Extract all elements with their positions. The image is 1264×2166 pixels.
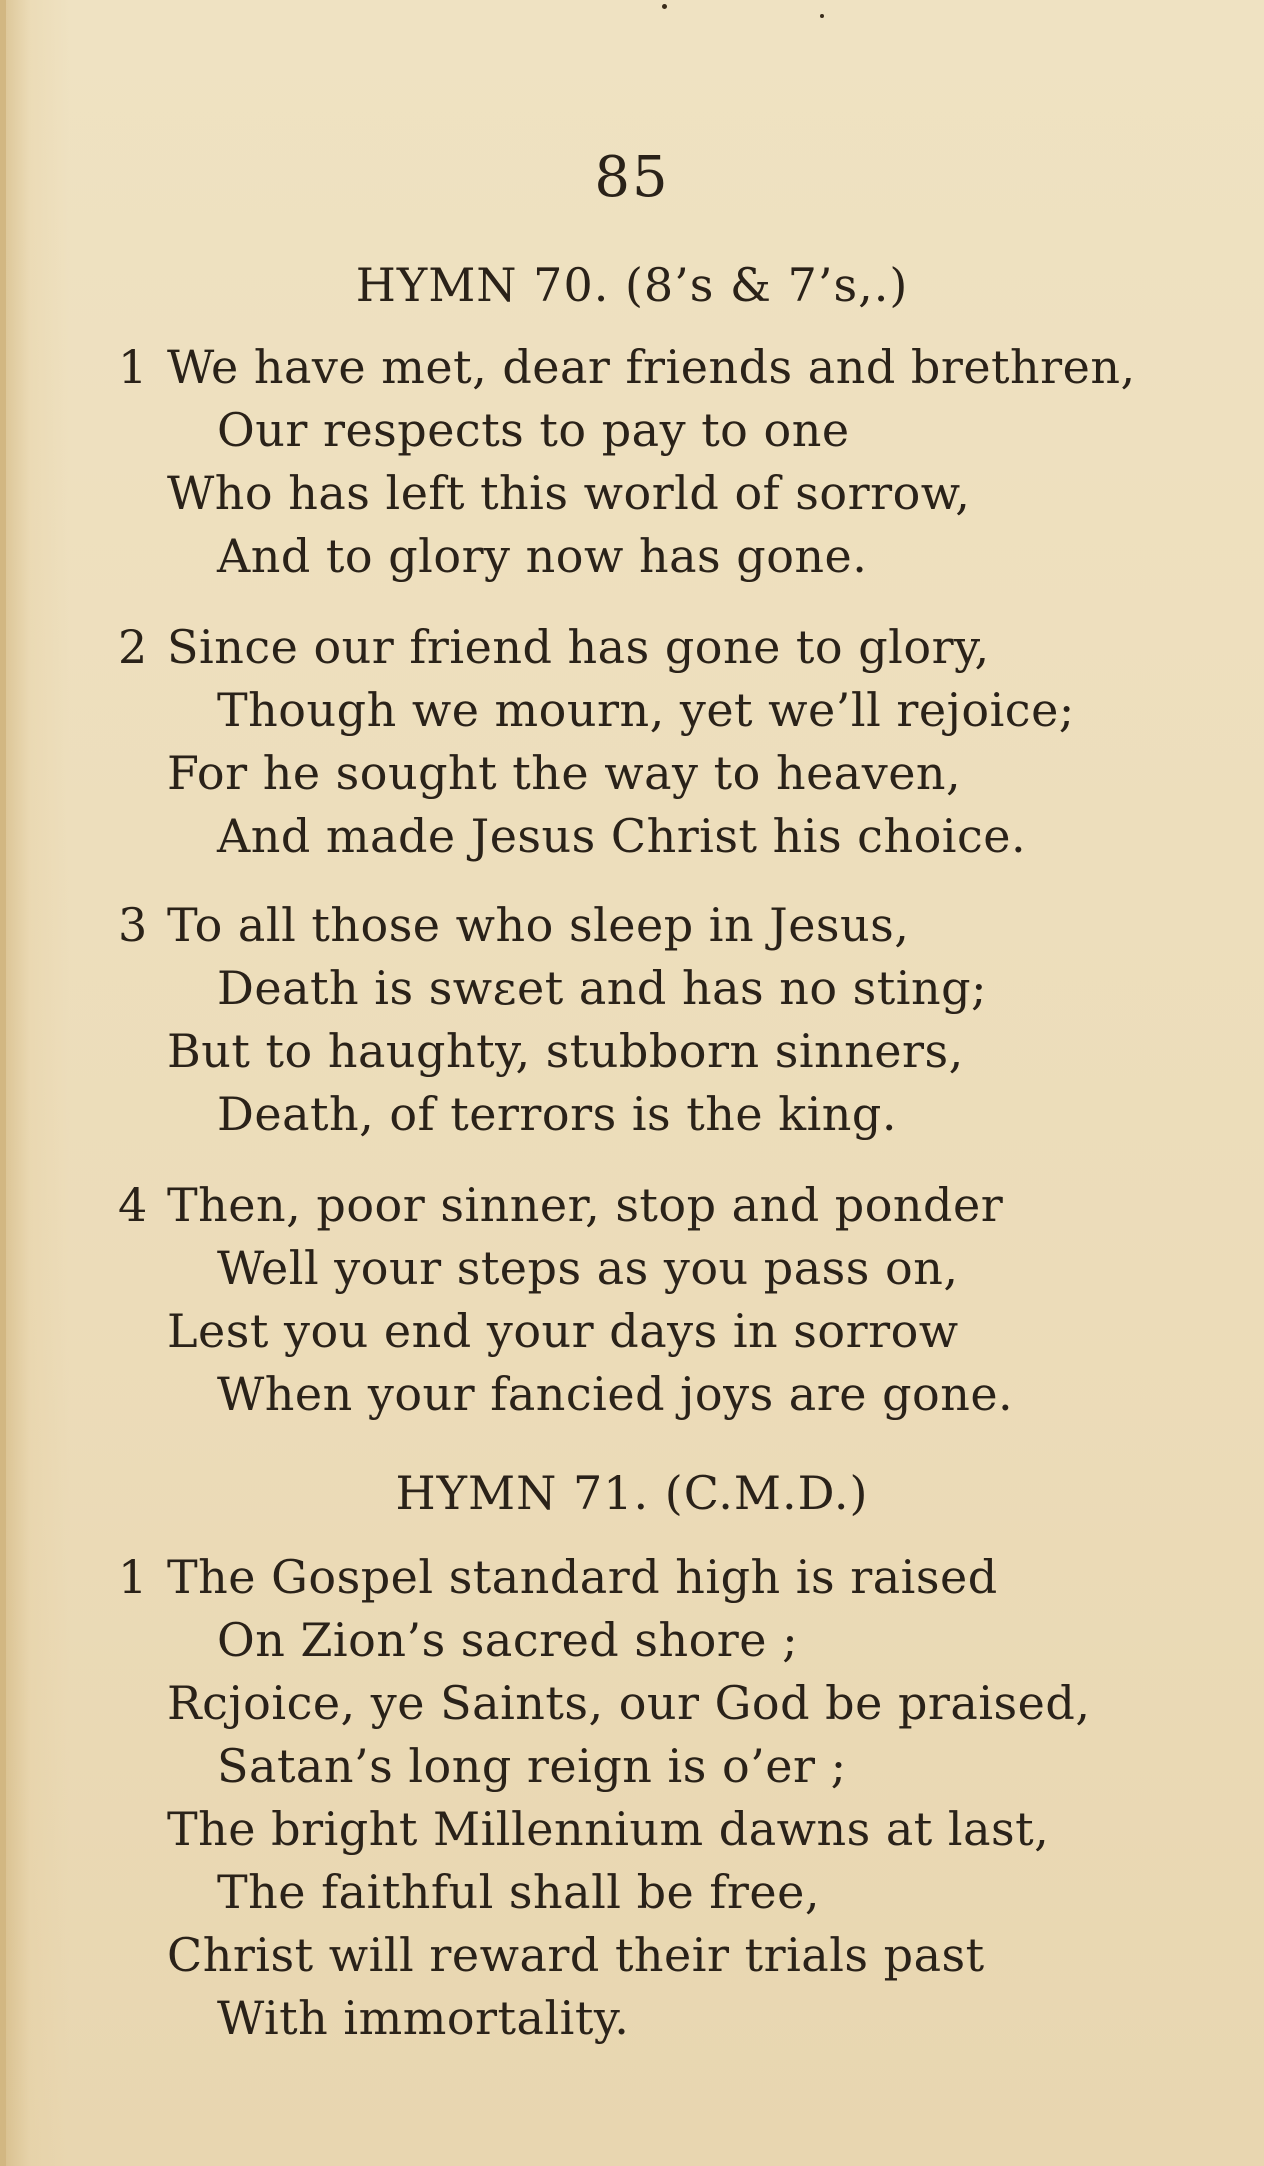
- verse-line: Well your steps as you pass on,: [217, 1241, 959, 1295]
- verse-number: 3: [118, 898, 148, 952]
- verse-line: The Gospel standard high is raised: [167, 1550, 998, 1604]
- verse-line: Though we mourn, yet we’ll rejoice;: [217, 683, 1075, 737]
- verse-line: Our respects to pay to one: [217, 403, 850, 457]
- verse-line: Since our friend has gone to glory,: [167, 620, 990, 674]
- verse-number: 1: [118, 340, 148, 394]
- verse-line: Satan’s long reign is o’er ;: [217, 1739, 847, 1793]
- verse-line: But to haughty, stubborn sinners,: [167, 1024, 964, 1078]
- page-number: 85: [594, 145, 670, 210]
- hymn-title: HYMN 71. (C.M.D.): [395, 1466, 869, 1520]
- hymn-title: HYMN 70. (8’s & 7’s,.): [355, 258, 909, 312]
- verse-line: For he sought the way to heaven,: [167, 746, 962, 800]
- verse-line: The bright Millennium dawns at last,: [167, 1802, 1050, 1856]
- verse-number: 1: [118, 1550, 148, 1604]
- verse-number: 2: [118, 620, 148, 674]
- verse-line: On Zion’s sacred shore ;: [217, 1613, 799, 1667]
- verse-number: 4: [118, 1178, 148, 1232]
- verse-line: We have met, dear friends and brethren,: [167, 340, 1136, 394]
- verse-line: The faithful shall be free,: [217, 1865, 820, 1919]
- verse-line: And to glory now has gone.: [217, 529, 868, 583]
- ink-speck: [820, 14, 824, 18]
- verse-line: With immortality.: [217, 1991, 630, 2045]
- verse-line: Christ will reward their trials past: [167, 1928, 985, 1982]
- verse-line: Then, poor sinner, stop and ponder: [167, 1178, 1004, 1232]
- verse-line: Death, of terrors is the king.: [217, 1087, 898, 1141]
- verse-line: And made Jesus Christ his choice.: [217, 809, 1027, 863]
- verse-line: Death is swεet and has no sting;: [217, 961, 988, 1015]
- verse-line: When your fancied joys are gone.: [217, 1367, 1014, 1421]
- verse-line: To all those who sleep in Jesus,: [167, 898, 910, 952]
- verse-line: Who has left this world of sorrow,: [167, 466, 971, 520]
- verse-line: Rcjoice, ye Saints, our God be praised,: [167, 1676, 1091, 1730]
- page-spine-shadow: [0, 0, 6, 2166]
- ink-speck: [662, 4, 667, 9]
- verse-line: Lest you end your days in sorrow: [167, 1304, 959, 1358]
